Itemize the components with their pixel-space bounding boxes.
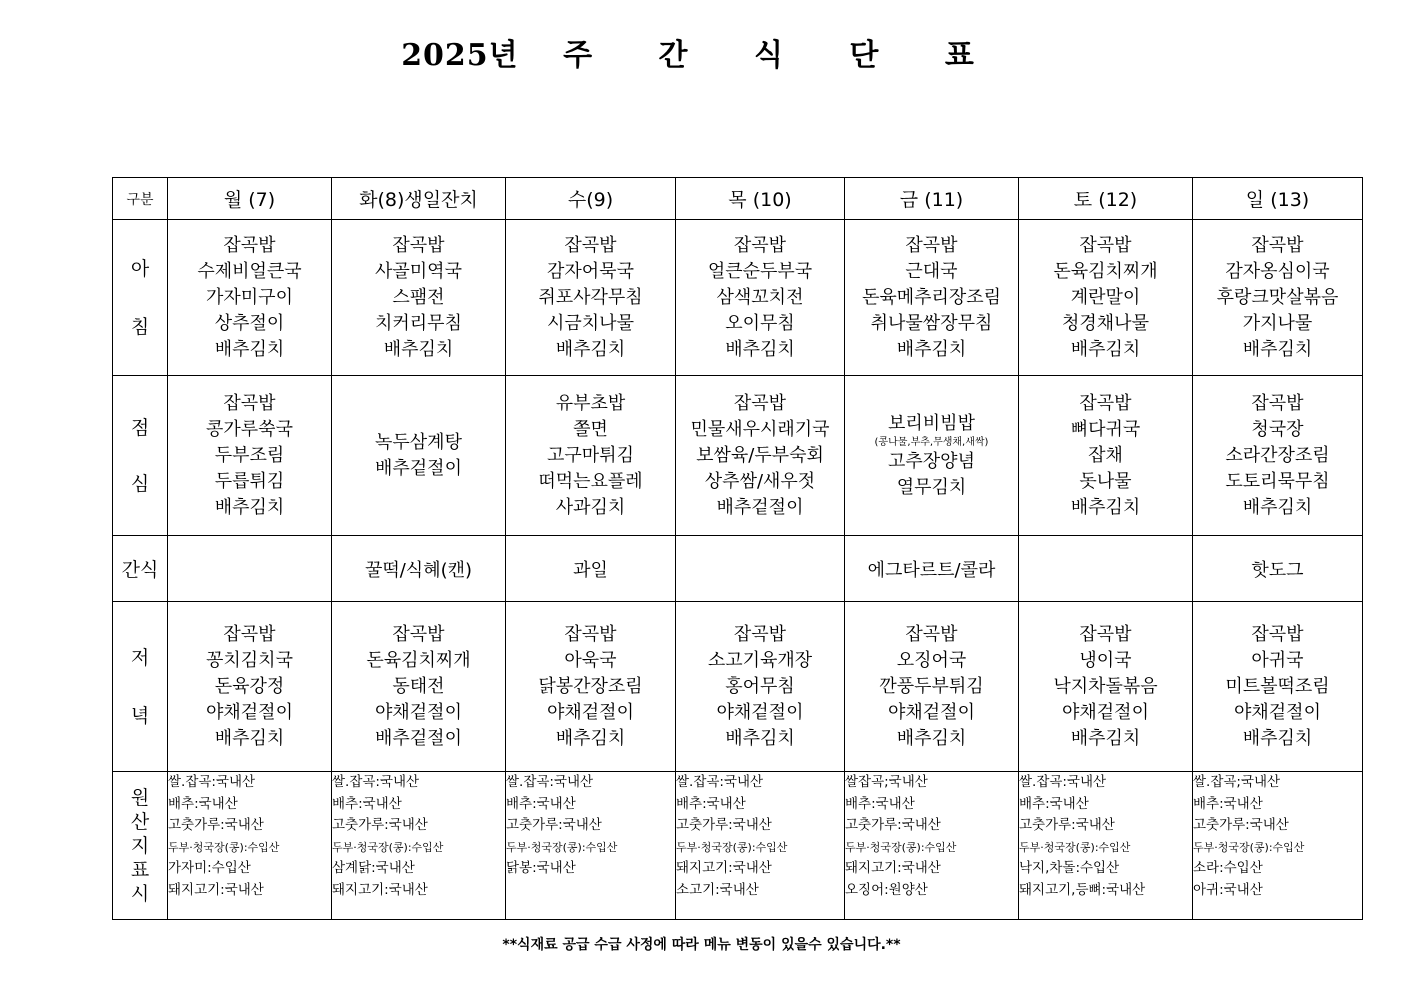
dinner-row — [113, 602, 1363, 772]
day-header: 목 (10) — [676, 178, 845, 220]
origin-line: 쌀.잡곡;국내산 — [1193, 774, 1281, 790]
dinner-cell — [1019, 602, 1193, 772]
origin-line: 쌀.잡곡:국내산 — [676, 774, 764, 790]
menu-item: 녹두삼계탕 — [375, 431, 462, 453]
menu-item: 상추절이 — [214, 312, 285, 334]
origin-line: 배추:국내산 — [1019, 795, 1089, 812]
menu-item: 상추쌈/새우젓 — [704, 470, 816, 492]
origin-line: 돼지고기:국내산 — [168, 881, 264, 898]
origin-line: 두부·청국장(콩):수입산 — [1193, 840, 1305, 854]
menu-item: 떠먹는요플레 — [538, 470, 643, 492]
snack-cell: 핫도그 — [1193, 536, 1363, 602]
menu-item: 청국장 — [1251, 418, 1304, 440]
snack-cell: 과일 — [506, 536, 676, 602]
menu-item: 가자미구이 — [206, 286, 293, 308]
row-label-char: 심 — [130, 472, 150, 495]
origin-cell — [676, 772, 845, 920]
menu-item: 배추김치 — [1070, 727, 1141, 749]
lunch-row — [113, 376, 1363, 536]
menu-item: 잡곡밥 — [392, 623, 445, 645]
origin-line: 배추:국내산 — [1193, 795, 1263, 812]
snack-cell — [676, 536, 845, 602]
title-year: 2025년 — [401, 38, 519, 73]
menu-item: 청경채나물 — [1062, 312, 1149, 334]
breakfast-cell — [1193, 220, 1363, 376]
row-label-char: 간식 — [121, 559, 159, 581]
origin-line: 고춧가루:국내산 — [676, 817, 772, 833]
origin-row — [113, 772, 1363, 920]
menu-item: 꽁치김치국 — [206, 649, 293, 671]
menu-item: 야채겉절이 — [1062, 701, 1149, 723]
dinner-cell — [168, 602, 332, 772]
menu-item: 열무김치 — [896, 476, 967, 498]
menu-item: 취나물쌈장무침 — [870, 312, 993, 334]
menu-item: 닭봉간장조림 — [538, 675, 643, 697]
lunch-cell — [1193, 376, 1363, 536]
menu-item: 잡곡밥 — [1251, 234, 1304, 256]
menu-item: 시금치나물 — [547, 312, 634, 334]
menu-item: 쥐포사각무침 — [538, 286, 643, 308]
origin-line: 낙지,차돌:수입산 — [1019, 860, 1120, 876]
menu-item: 배추겉절이 — [716, 496, 804, 518]
menu-item: 가지나물 — [1242, 312, 1313, 334]
menu-item: 보쌈육/두부숙회 — [696, 444, 824, 466]
menu-item: 도토리묵무침 — [1225, 470, 1330, 492]
menu-item: 야채겉절이 — [888, 701, 975, 723]
menu-item: 배추김치 — [555, 338, 626, 360]
menu-item: (콩나물,부추,무생채,새싹) — [874, 436, 989, 448]
menu-item: 배추김치 — [214, 727, 285, 749]
dinner-cell — [1193, 602, 1363, 772]
menu-item: 배추겉절이 — [375, 727, 462, 749]
origin-line: 쌀.잡곡:국내산 — [332, 774, 420, 790]
origin-line: 고춧가루:국내산 — [845, 817, 941, 833]
menu-item: 뼈다귀국 — [1070, 418, 1141, 440]
menu-item: 오이무침 — [725, 312, 795, 334]
menu-item: 고구마튀김 — [547, 444, 634, 466]
breakfast-cell — [676, 220, 845, 376]
menu-item: 미트볼떡조림 — [1225, 675, 1330, 697]
lunch-cell — [332, 376, 506, 536]
origin-line: 쌀.잡곡:국내산 — [168, 774, 256, 790]
menu-item: 배추김치 — [896, 338, 967, 360]
menu-item: 홍어무침 — [725, 675, 795, 697]
menu-item: 잡곡밥 — [223, 392, 276, 414]
menu-item: 쫄면 — [573, 418, 608, 440]
menu-item: 잡곡밥 — [1079, 392, 1132, 414]
origin-line: 돼지고기,등뼈:국내산 — [1019, 881, 1146, 898]
menu-item: 두부조림 — [214, 444, 285, 466]
menu-item: 민물새우시래기국 — [690, 418, 830, 440]
weekly-menu-table — [112, 177, 1363, 920]
row-label-char: 산 — [130, 810, 150, 833]
menu-item: 배추김치 — [1070, 496, 1141, 518]
menu-item: 아욱국 — [564, 649, 617, 671]
dinner-cell — [676, 602, 845, 772]
menu-item: 돈육김치찌개 — [1053, 260, 1158, 282]
lunch-cell — [506, 376, 676, 536]
menu-item: 잡곡밥 — [392, 234, 445, 256]
origin-line: 배추:국내산 — [332, 795, 402, 812]
menu-item: 삼색꼬치전 — [716, 286, 804, 308]
menu-item: 유부초밥 — [555, 392, 626, 414]
snack-cell — [168, 536, 332, 602]
menu-item: 돈육김치찌개 — [366, 649, 471, 671]
day-header: 화(8)생일잔치 — [332, 178, 506, 220]
menu-item: 야채겉절이 — [716, 701, 804, 723]
origin-line: 돼지고기:국내산 — [845, 860, 941, 876]
header-row — [113, 178, 1363, 220]
dinner-cell — [506, 602, 676, 772]
lunch-cell — [1019, 376, 1193, 536]
origin-line: 고춧가루:국내산 — [1193, 817, 1289, 833]
menu-item: 치커리무침 — [375, 312, 462, 334]
origin-line: 배추:국내산 — [845, 795, 915, 812]
menu-item: 야채겉절이 — [1234, 701, 1321, 723]
menu-item: 깐풍두부튀김 — [879, 675, 984, 697]
origin-line: 두부·청국장(콩):수입산 — [168, 840, 280, 854]
snack-row — [113, 536, 1363, 602]
breakfast-cell — [168, 220, 332, 376]
menu-item: 콩가루쑥국 — [206, 418, 293, 440]
menu-item: 돈육강정 — [214, 675, 285, 697]
day-header: 일 (13) — [1193, 178, 1363, 220]
menu-item: 수제비얼큰국 — [197, 260, 302, 282]
breakfast-cell — [1019, 220, 1193, 376]
menu-item: 사과김치 — [555, 496, 626, 518]
menu-item: 야채겉절이 — [547, 701, 634, 723]
origin-cell — [845, 772, 1019, 920]
origin-line: 소고기:국내산 — [676, 881, 759, 898]
menu-item: 잡곡밥 — [223, 234, 276, 256]
menu-item: 스팸전 — [392, 286, 445, 308]
menu-item: 배추김치 — [1242, 727, 1313, 749]
row-label-char: 원 — [130, 786, 150, 809]
menu-item: 잡곡밥 — [223, 623, 276, 645]
row-label-snack — [113, 536, 168, 602]
origin-line: 두부·청국장(콩):수입산 — [1019, 840, 1131, 854]
menu-item: 계란말이 — [1070, 286, 1141, 308]
menu-item: 사골미역국 — [375, 260, 462, 282]
row-label-char: 지 — [130, 834, 150, 857]
origin-line: 고춧가루:국내산 — [332, 817, 428, 833]
origin-cell — [1019, 772, 1193, 920]
menu-item: 소고기육개장 — [707, 649, 813, 671]
breakfast-cell — [845, 220, 1019, 376]
dinner-cell — [845, 602, 1019, 772]
origin-line: 오징어:원양산 — [845, 881, 928, 898]
origin-cell — [332, 772, 506, 920]
row-label-char: 시 — [130, 882, 150, 905]
menu-item: 동태전 — [392, 675, 445, 697]
origin-line: 닭봉:국내산 — [506, 860, 576, 876]
menu-item: 냉이국 — [1079, 649, 1132, 671]
origin-line: 배추:국내산 — [676, 795, 746, 812]
menu-item: 감자어묵국 — [547, 260, 634, 282]
menu-item: 배추김치 — [725, 338, 795, 360]
menu-item: 잡채 — [1088, 444, 1123, 466]
origin-line: 돼지고기:국내산 — [676, 860, 772, 876]
menu-item: 야채겉절이 — [375, 701, 462, 723]
origin-line: 고춧가루:국내산 — [1019, 817, 1115, 833]
origin-line: 배추:국내산 — [168, 795, 238, 812]
row-label-char: 점 — [130, 416, 150, 439]
menu-item: 배추겉절이 — [375, 457, 462, 479]
menu-item: 배추김치 — [1070, 338, 1141, 360]
row-label-breakfast — [113, 220, 168, 376]
origin-line: 쌀.잡곡:국내산 — [506, 774, 594, 790]
menu-item: 감자옹심이국 — [1225, 260, 1330, 282]
menu-item: 배추김치 — [1242, 496, 1313, 518]
menu-item: 배추김치 — [896, 727, 967, 749]
row-label-char: 침 — [130, 315, 150, 338]
title-words: 주 간 식 단 표 — [563, 38, 1002, 73]
menu-item: 배추김치 — [214, 496, 285, 518]
day-header: 수(9) — [506, 178, 676, 220]
origin-line: 쌀.잡곡:국내산 — [1019, 774, 1107, 790]
menu-item: 잡곡밥 — [1251, 392, 1304, 414]
row-label-char: 표 — [130, 858, 150, 881]
page-title — [0, 30, 1403, 74]
menu-item: 돈육메추리장조림 — [861, 286, 1002, 308]
origin-line: 두부·청국장(콩):수입산 — [845, 840, 957, 854]
menu-item: 잡곡밥 — [1251, 623, 1304, 645]
snack-cell — [1019, 536, 1193, 602]
breakfast-cell — [332, 220, 506, 376]
origin-line: 두부·청국장(콩):수입산 — [676, 840, 788, 854]
menu-item: 소라간장조림 — [1225, 444, 1330, 466]
breakfast-cell — [506, 220, 676, 376]
dinner-cell — [332, 602, 506, 772]
row-label-char: 아 — [130, 257, 150, 280]
lunch-cell — [676, 376, 845, 536]
origin-cell — [506, 772, 676, 920]
origin-line: 두부·청국장(콩):수입산 — [506, 840, 618, 854]
breakfast-row — [113, 220, 1363, 376]
origin-line: 두부·청국장(콩):수입산 — [332, 840, 444, 854]
origin-line: 쌀잡곡;국내산 — [845, 774, 928, 790]
row-label-char: 저 — [130, 646, 150, 669]
origin-line: 가자미:수입산 — [168, 860, 251, 876]
menu-item: 근대국 — [905, 260, 958, 282]
day-header: 토 (12) — [1019, 178, 1193, 220]
lunch-cell — [845, 376, 1019, 536]
footer-note: **식재료 공급 수급 사정에 따라 메뉴 변동이 있을수 있습니다.** — [502, 937, 901, 953]
menu-item: 낙지차돌볶음 — [1053, 675, 1158, 697]
origin-line: 돼지고기:국내산 — [332, 881, 428, 898]
menu-item: 배추김치 — [214, 338, 285, 360]
menu-item: 잡곡밥 — [1079, 234, 1132, 256]
menu-item: 잡곡밥 — [733, 623, 787, 645]
row-label-lunch — [113, 376, 168, 536]
menu-item: 배추김치 — [383, 338, 454, 360]
menu-item: 얼큰순두부국 — [707, 260, 813, 282]
origin-cell — [168, 772, 332, 920]
menu-item: 잡곡밥 — [564, 623, 617, 645]
menu-item: 후랑크맛살볶음 — [1216, 286, 1339, 308]
origin-line: 배추:국내산 — [506, 795, 576, 812]
menu-item: 배추김치 — [1242, 338, 1313, 360]
menu-item: 잡곡밥 — [905, 234, 958, 256]
origin-line: 고춧가루:국내산 — [168, 817, 264, 833]
snack-cell: 꿀떡/식혜(캔) — [332, 536, 506, 602]
snack-cell: 에그타르트/콜라 — [845, 536, 1019, 602]
row-label-char: 녁 — [130, 704, 150, 727]
menu-item: 야채겉절이 — [206, 701, 293, 723]
menu-item: 잡곡밥 — [1079, 623, 1132, 645]
lunch-cell — [168, 376, 332, 536]
origin-line: 삼계닭:국내산 — [332, 860, 415, 876]
menu-item: 보리비빔밥 — [888, 412, 975, 434]
menu-item: 오징어국 — [896, 649, 967, 671]
menu-item: 잡곡밥 — [905, 623, 958, 645]
menu-item: 돗나물 — [1079, 470, 1132, 492]
menu-item: 고추장양념 — [888, 450, 975, 472]
row-label-origin — [113, 772, 168, 920]
menu-item: 잡곡밥 — [733, 392, 787, 414]
origin-line: 소라:수입산 — [1193, 860, 1263, 876]
menu-item: 아귀국 — [1251, 649, 1304, 671]
origin-line: 아귀:국내산 — [1193, 881, 1263, 898]
menu-item: 잡곡밥 — [733, 234, 787, 256]
menu-item: 잡곡밥 — [564, 234, 617, 256]
corner-label: 구분 — [113, 178, 168, 220]
row-label-dinner — [113, 602, 168, 772]
origin-cell — [1193, 772, 1363, 920]
menu-item: 배추김치 — [725, 727, 795, 749]
origin-line: 고춧가루:국내산 — [506, 817, 602, 833]
menu-item: 배추김치 — [555, 727, 626, 749]
day-header: 월 (7) — [168, 178, 332, 220]
day-header: 금 (11) — [845, 178, 1019, 220]
menu-item: 두릅튀김 — [214, 470, 285, 492]
